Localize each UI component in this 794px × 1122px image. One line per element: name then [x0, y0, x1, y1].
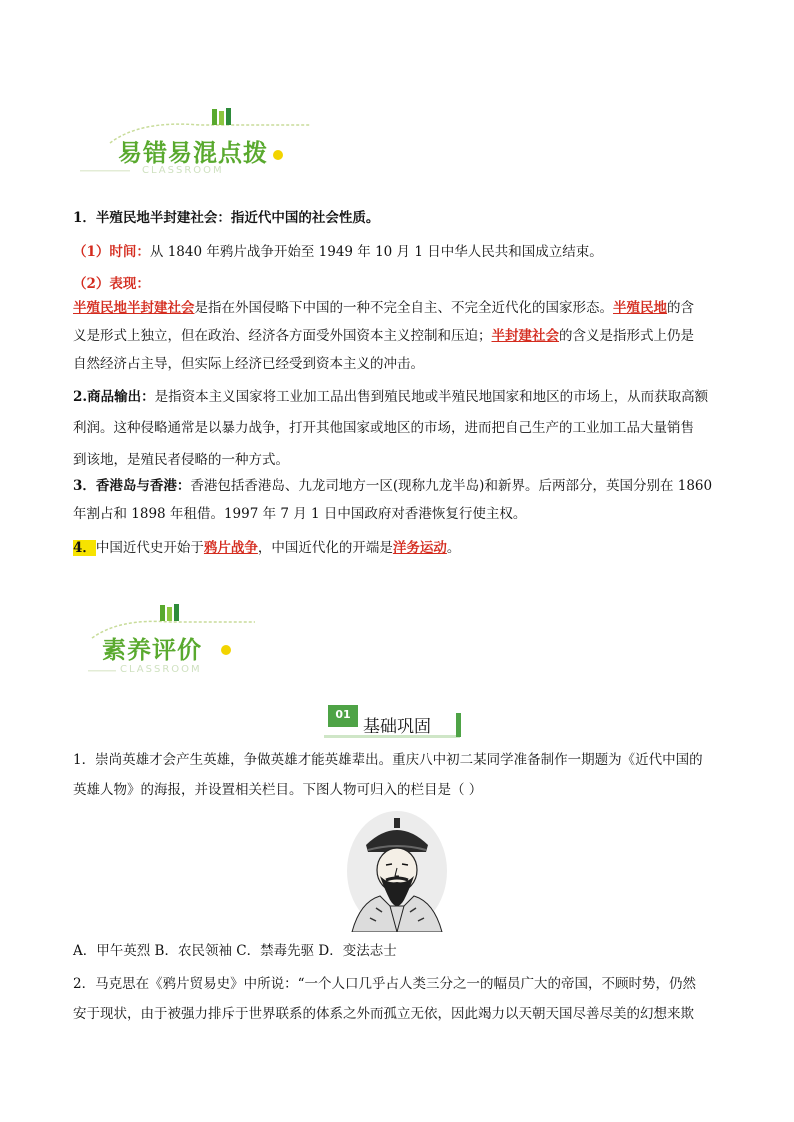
question-2-line1: 2．马克思在《鸦片贸易史》中所说：“一个人口几乎占人类三分之一的幅员广大的帝国，不顾时势，仍然: [73, 976, 696, 992]
historical-figure-portrait: [346, 810, 448, 932]
point-3-line1: [73, 476, 712, 496]
point-1-2-line3: 自然经济占主导，但实际上经济已经受到资本主义的冲击。: [73, 356, 424, 372]
section-title: 素养评价: [102, 636, 202, 664]
section-banner-errors: [80, 105, 320, 185]
point-4-text-b: ，中国近代化的开端是: [257, 540, 393, 556]
point-3-line2: 年割占和 1898 年租借。1997 年 7 月 1 日中国政府对香港恢复行使主权。: [73, 506, 527, 522]
point-4: [73, 538, 460, 558]
term-semicolonial: 半殖民地: [613, 300, 667, 316]
point-1-2-text-d: 的含义是指形式上仍是: [559, 328, 694, 344]
point-4-number: 4．: [73, 540, 96, 556]
question-2-line2: 安于现状，由于被强力排斥于世界联系的体系之外而孤立无依，因此竭力以天朝天国尽善尽美的幻想来欺: [73, 1006, 694, 1022]
point-1-1-label: （1）时间：: [73, 244, 150, 260]
point-2-line2: 利润。这种侵略通常是以暴力战争，打开其他国家或地区的市场，进而把自己生产的工业加工品大量销售: [73, 420, 694, 436]
point-1-2-line2: [73, 326, 694, 346]
point-1-1-text: 从 1840 年鸦片战争开始至 1949 年 10 月 1 日中华人民共和国成立结束。: [149, 244, 603, 260]
point-2-label: 2.商品输出：: [73, 389, 155, 405]
point-1-heading: 1．半殖民地半封建社会：指近代中国的社会性质。: [73, 210, 380, 226]
point-1-2-text-c: 义是形式上独立，但在政治、经济各方面受外国资本主义控制和压迫；: [73, 328, 492, 344]
section-banner-evaluation: [80, 600, 320, 680]
term-semicolonial-semifeudal: 半殖民地半封建社会: [73, 300, 195, 316]
point-1-2-text-b: 的含: [667, 300, 694, 316]
question-1-line1: 1．崇尚英雄才会产生英雄，争做英雄才能英雄辈出。重庆八中初二某同学准备制作一期题为《近代中国的: [73, 752, 703, 768]
point-3-text-1: 香港包括香港岛、九龙司地方一区(现称九龙半岛)和新界。后两部分，英国分别在 1860: [190, 478, 713, 494]
subheader-number: 01: [328, 705, 358, 727]
question-1-options: A．甲午英烈 B．农民领袖 C．禁毒先驱 D．变法志士: [73, 943, 397, 959]
point-2-line1: [73, 387, 708, 407]
subheader-title: 基础巩固: [363, 717, 431, 737]
section-title: 易错易混点拨: [118, 139, 268, 167]
point-1-2-text-a: 是指在外国侵略下中国的一种不完全自主、不完全近代化的国家形态。: [194, 300, 613, 316]
point-4-text-a: 中国近代史开始于: [95, 540, 204, 556]
question-1-line2: 英雄人物》的海报，并设置相关栏目。下图人物可归入的栏目是（ ）: [73, 782, 483, 798]
term-opium-war: 鸦片战争: [203, 540, 258, 556]
point-3-label: 3．香港岛与香港：: [73, 478, 191, 494]
point-2-text-1: 是指资本主义国家将工业加工品出售到殖民地或半殖民地国家和地区的市场上，从而获取高额: [154, 389, 709, 405]
section-subtitle: CLASSROOM: [142, 165, 224, 176]
term-westernization-movement: 洋务运动: [392, 540, 447, 556]
point-4-text-c: 。: [446, 540, 461, 556]
section-subtitle: CLASSROOM: [120, 664, 202, 675]
point-2-line3: 到该地，是殖民者侵略的一种方式。: [73, 452, 289, 468]
subheader-bar: [456, 713, 461, 737]
term-semifeudal: 半封建社会: [491, 328, 559, 344]
point-1-1: [73, 242, 603, 262]
point-1-2-label: （2）表现：: [73, 276, 150, 292]
point-1-2-line1: [73, 298, 694, 318]
